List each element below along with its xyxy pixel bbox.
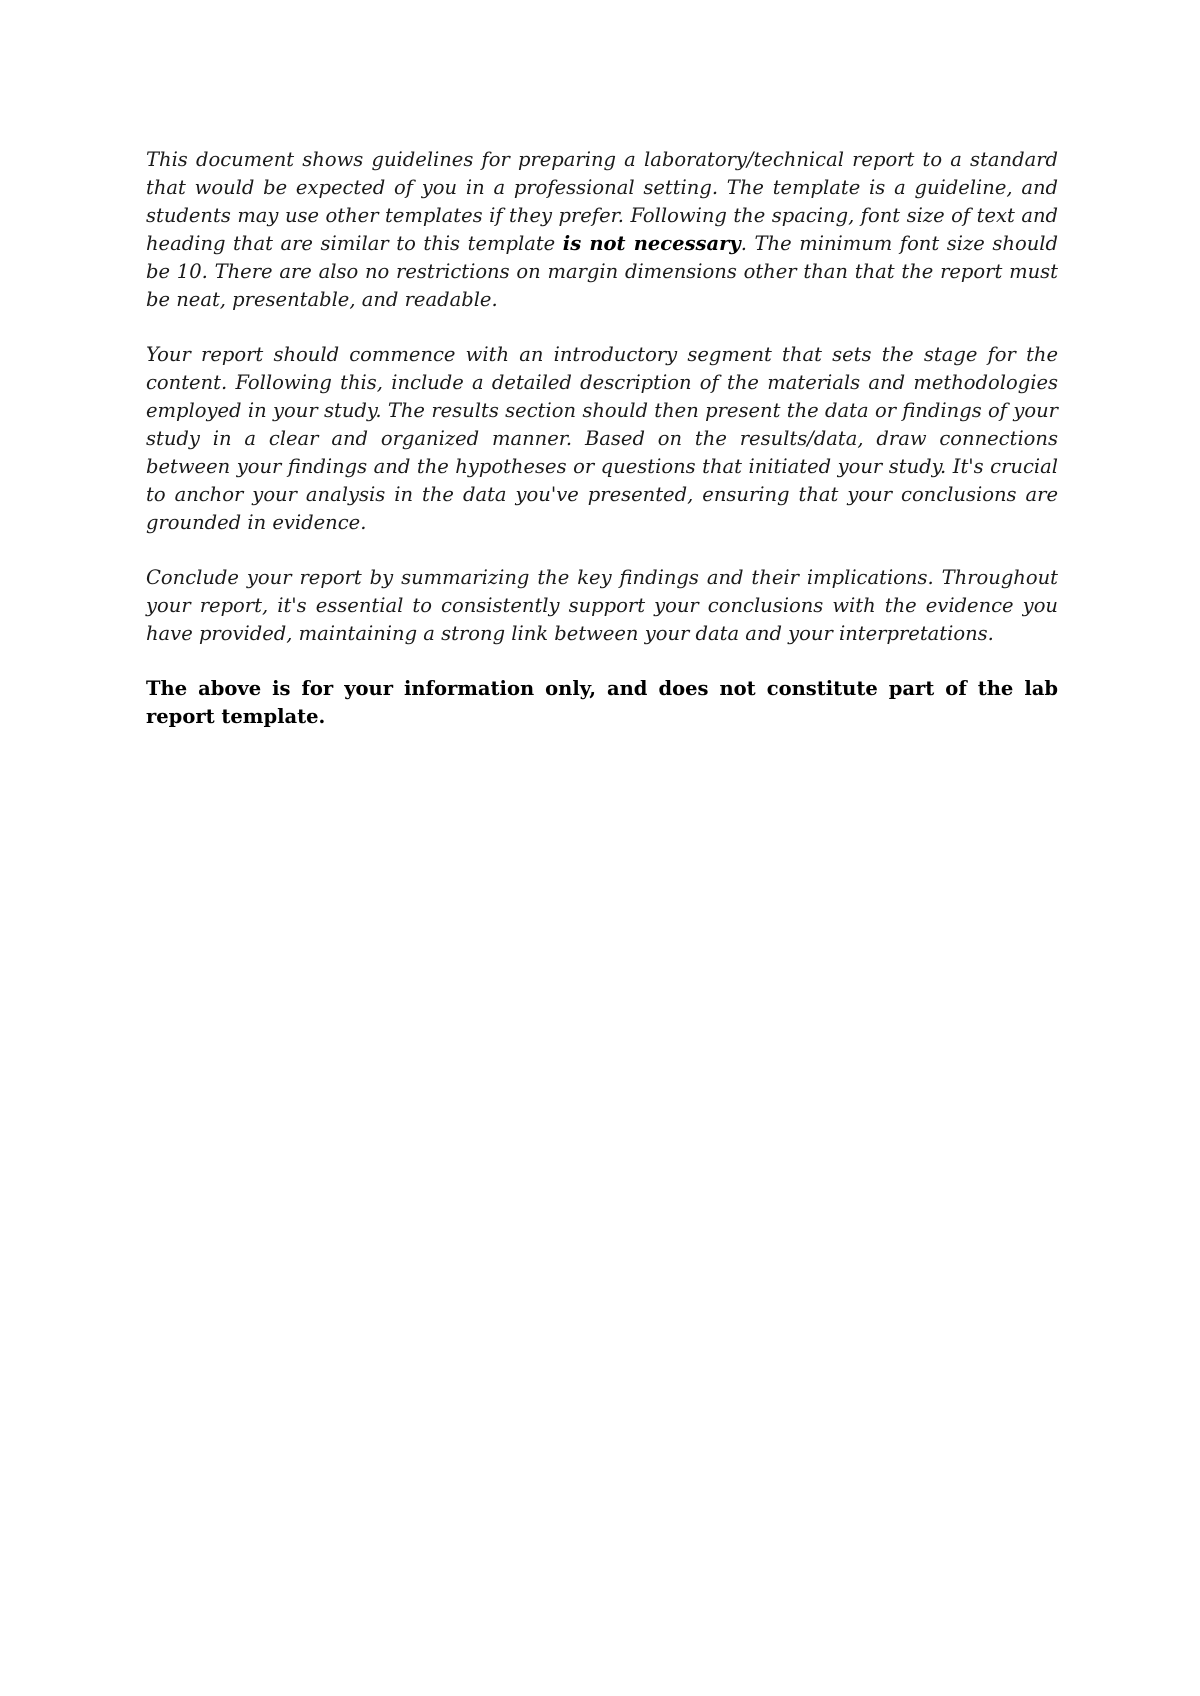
information-notice: The above is for your information only, and does not constitute part of the lab report template. (146, 677, 1058, 728)
guideline-paragraph-intro (146, 146, 1058, 314)
intro-text-after: . The minimum font size should be 10. There are also no restrictions on margin dimensions other than that the report must be neat, presentable, and readable. (146, 232, 1058, 311)
document-body (146, 146, 1058, 731)
intro-text-before: This document shows guidelines for preparing a laboratory/technical report to a standard that would be expected of you in a professional setting. The template is a guideline, and students may use other templates if they prefer. Following the spacing, font size of text and heading that are similar to this template (146, 148, 1058, 255)
guideline-paragraph-structure: Your report should commence with an introductory segment that sets the stage for the content. Following this, include a detailed description of the materials and methodologies employed in your study. The results section should then present the data or findings of your study in a clear and organized manner. Based on the results/data, draw connections between your findings and the hypotheses or questions that initiated your study. It's crucial to anchor your analysis in the data you've presented, ensuring that your conclusions are grounded in evidence. (146, 343, 1058, 534)
guideline-paragraph-conclusion: Conclude your report by summarizing the key findings and their implications. Throughout your report, it's essential to consistently support your conclusions with the evidence you have provided, maintaining a strong link between your data and your interpretations. (146, 566, 1058, 645)
emphasis-not-necessary: is not necessary (562, 232, 741, 255)
